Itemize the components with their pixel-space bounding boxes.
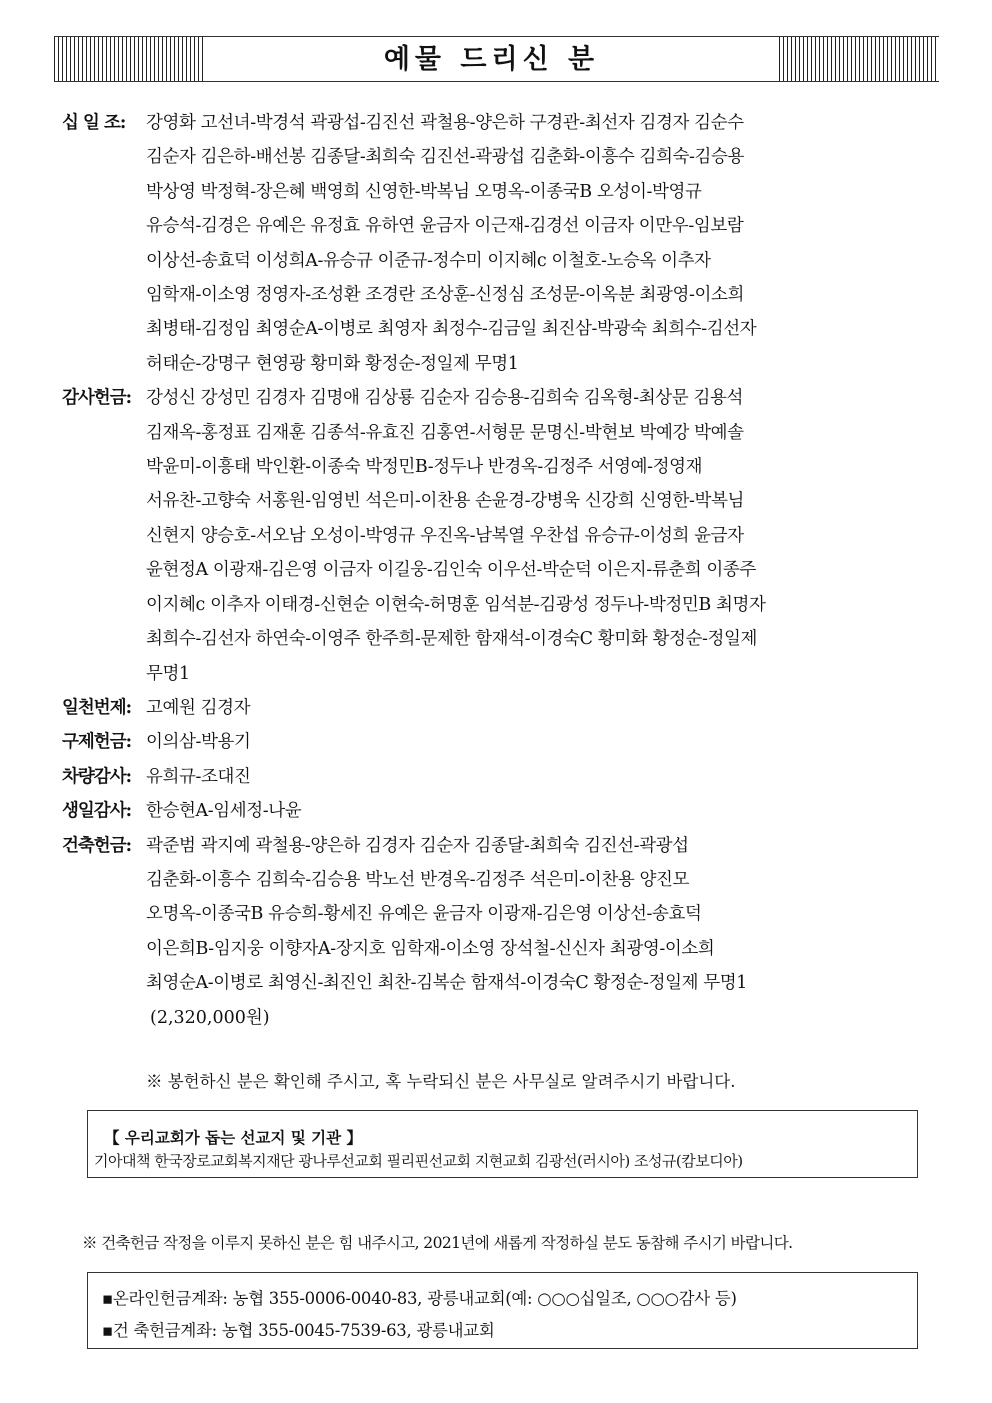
donor-line: 김순자 김은하-배선봉 김종달-최희숙 김진선-곽광섭 김춘화-이흥수 김희숙-김승용: [146, 147, 745, 168]
missions-box: [87, 1110, 918, 1178]
category-label: 차량감사:: [62, 766, 132, 787]
donor-line: 고예원 김경자: [146, 697, 251, 718]
donor-line: 임학재-이소영 정영자-조성환 조경란 조상훈-신정심 조성문-이옥분 최광영-이소희: [146, 285, 745, 306]
title-banner: [54, 36, 939, 82]
category-label: 일천번제:: [62, 697, 132, 718]
category-label: 건축헌금:: [62, 835, 132, 856]
donor-line: 이상선-송효덕 이성희A-유승규 이준규-정수미 이지혜c 이철호-노승옥 이추자: [146, 250, 711, 271]
donor-line: 이의삼-박용기: [146, 732, 251, 753]
donor-line: 김춘화-이흥수 김희숙-김승용 박노선 반경옥-김정주 석은미-이찬용 양진모: [146, 869, 690, 890]
donor-line: 서유찬-고향숙 서홍원-임영빈 석은미-이찬용 손윤경-강병욱 신강희 신영한-박복님: [146, 491, 745, 512]
missions-list: 기아대책 한국장로교회복지재단 광나루선교회 필리핀선교회 지현교회 김광선(러시아) 조성규(캄보디아): [94, 1152, 743, 1170]
donor-line: 곽준범 곽지예 곽철용-양은하 김경자 김순자 김종달-최희숙 김진선-곽광섭: [146, 835, 689, 856]
banner-stripes-left: [54, 37, 204, 81]
donor-line: 강성신 강성민 김경자 김명애 김상룡 김순자 김승용-김희숙 김옥형-최상문 김용석: [146, 388, 743, 409]
category-label: 감사헌금:: [62, 388, 132, 409]
donor-line: 한승현A-임세정-나윤: [146, 801, 302, 822]
donor-line: 무명1: [146, 663, 190, 684]
donor-line: 김재옥-홍정표 김재훈 김종석-유효진 김홍연-서형문 문명신-박현보 박예강 박예솔: [146, 422, 744, 443]
category-label: 생일감사:: [62, 801, 132, 822]
category-relief: [62, 725, 947, 759]
category-label: 구제헌금:: [62, 732, 132, 753]
donor-line: 유승석-김경은 유예은 유정효 유하연 윤금자 이근재-김경선 이금자 이만우-임보람: [146, 216, 744, 237]
donor-line: 박윤미-이흥태 박인환-이종숙 박정민B-정두나 반경옥-김정주 서영예-정영재: [146, 457, 703, 478]
donor-line: 유희규-조대진: [146, 766, 251, 787]
confirmation-notice: ※ 봉헌하신 분은 확인해 주시고, 혹 누락되신 분은 사무실로 알려주시기 바랍니다.: [146, 1072, 736, 1091]
category-vehicle-thanks: [62, 760, 947, 794]
offerings-list: [62, 106, 947, 1035]
building-total: (2,320,000원): [150, 1007, 270, 1028]
donor-line: 이은희B-임지웅 이향자A-장지호 임학재-이소영 장석철-신신자 최광영-이소희: [146, 938, 715, 959]
missions-title: 【 우리교회가 돕는 선교지 및 기관 】: [104, 1128, 363, 1147]
building-account: ▪건 축헌금계좌: 농협 355-0045-7539-63, 광릉내교회: [102, 1321, 495, 1340]
donor-line: 오명옥-이종국B 유승희-황세진 유예은 윤금자 이광재-김은영 이상선-송효덕: [146, 904, 702, 925]
category-building: [62, 829, 947, 1001]
donor-line: 신현지 양승호-서오남 오성이-박영규 우진옥-남복열 우찬섭 유승규-이성희 윤금자: [146, 525, 744, 546]
building-notice: ※ 건축헌금 작정을 이루지 못하신 분은 힘 내주시고, 2021년에 새롭게 작정하실 분도 동참해 주시기 바랍니다.: [82, 1234, 793, 1252]
donor-line: 강영화 고선녀-박경석 곽광섭-김진선 곽철용-양은하 구경관-최선자 김경자 김순수: [146, 113, 744, 133]
donor-line: 이지혜c 이추자 이태경-신현순 이현숙-허명훈 임석분-김광성 정두나-박정민B 최명자: [146, 594, 766, 615]
banner-stripes-right: [779, 37, 939, 81]
donor-line: 허태순-강명구 현영광 황미화 황정순-정일제 무명1: [146, 353, 519, 374]
donor-line: 윤현정A 이광재-김은영 이금자 이길웅-김인숙 이우선-박순덕 이은지-류춘희 이종주: [146, 560, 756, 581]
category-label: 십 일 조:: [62, 113, 126, 133]
category-thanksgiving: [62, 381, 947, 691]
category-tithe: [62, 106, 947, 381]
donor-line: 최병태-김정임 최영순A-이병로 최영자 최정수-김금일 최진삼-박광숙 최희수-김선자: [146, 319, 757, 340]
category-birthday-thanks: [62, 794, 947, 828]
online-account: ▪온라인헌금계좌: 농협 355-0006-0040-83, 광릉내교회(예: ○○○십일조, ○○○감사 등): [102, 1289, 737, 1308]
accounts-box: [87, 1272, 918, 1349]
category-thousand-offering: [62, 691, 947, 725]
donor-line: 박상영 박정혁-장은혜 백영희 신영한-박복님 오명옥-이종국B 오성이-박영규: [146, 181, 702, 202]
donor-line: 최영순A-이병로 최영신-최진인 최찬-김복순 함재석-이경숙C 황정순-정일제 무명1: [146, 973, 747, 994]
donor-line: 최희수-김선자 하연숙-이영주 한주희-문제한 함재석-이경숙C 황미화 황정순-정일제: [146, 629, 758, 650]
page-title: 예물 드리신 분: [383, 44, 600, 75]
